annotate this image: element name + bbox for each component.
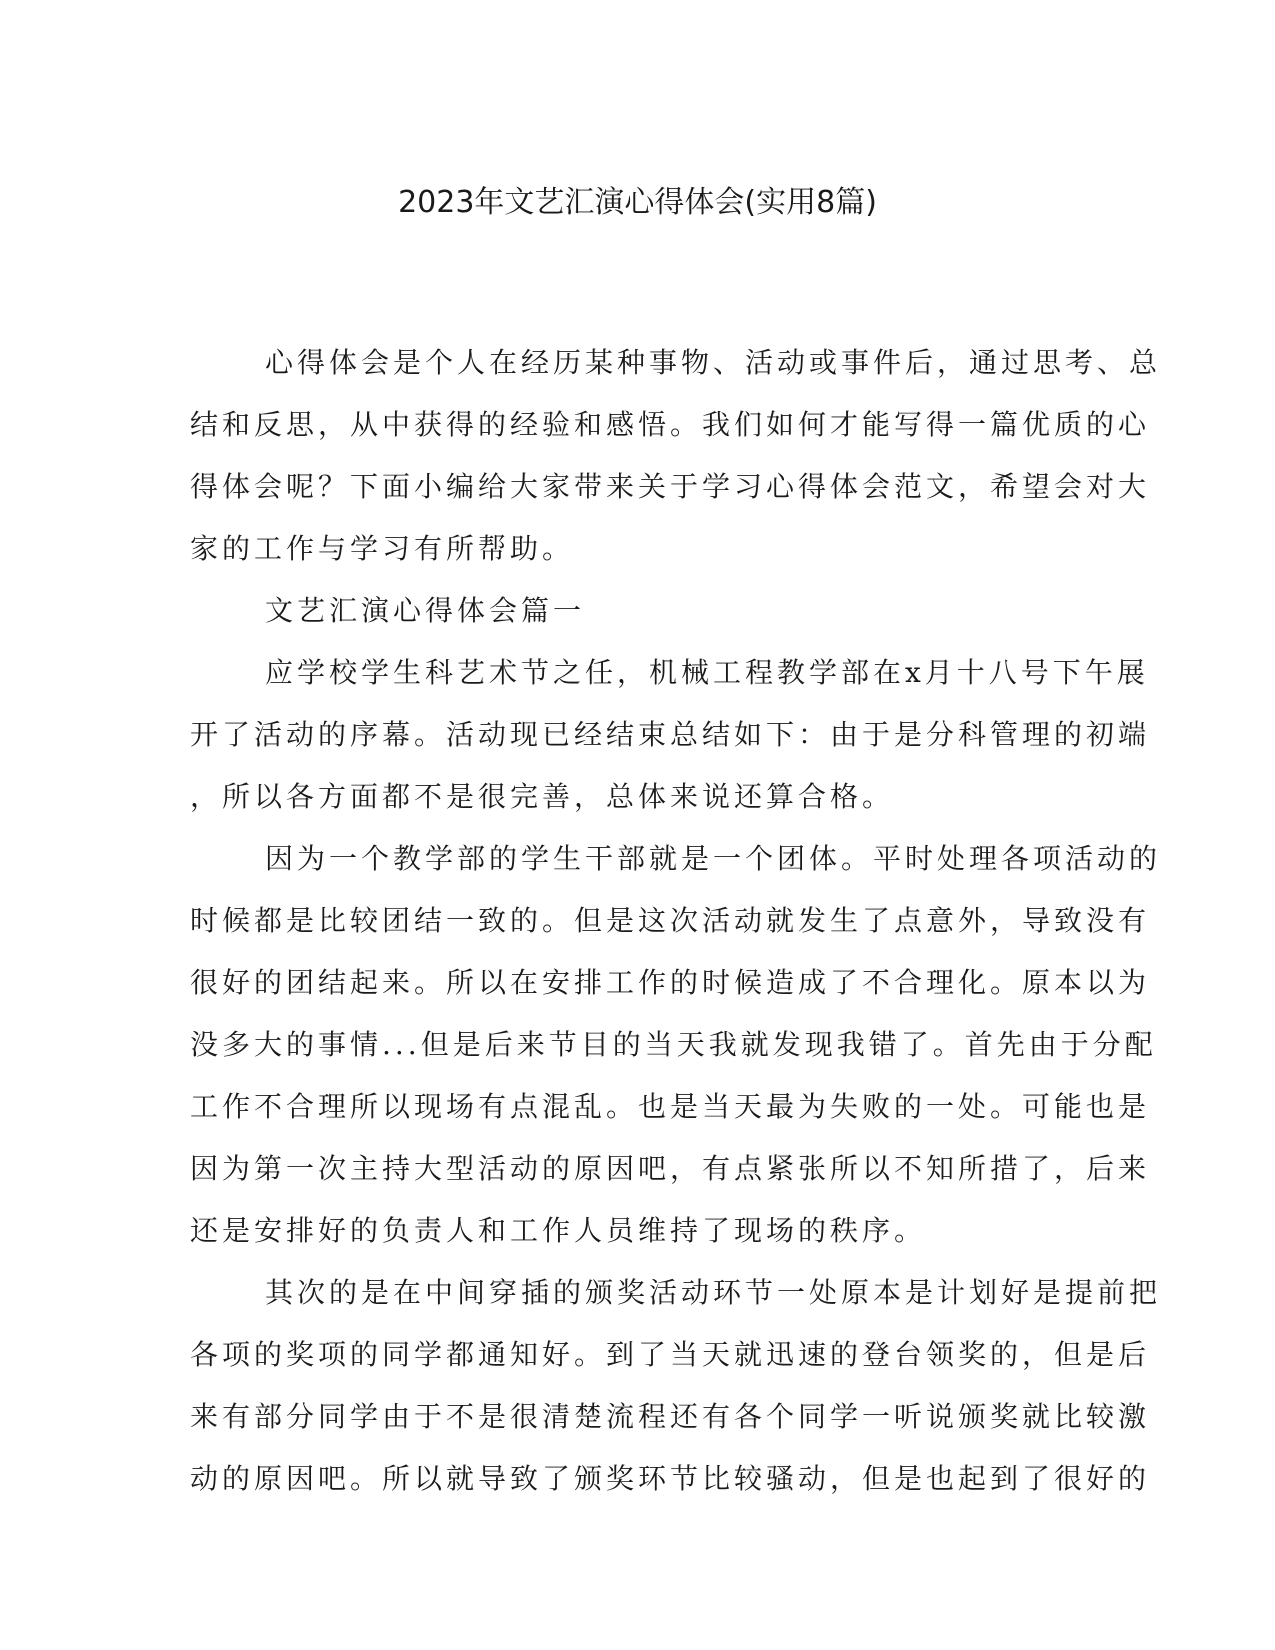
- text-line: 因为第一次主持大型活动的原因吧，有点紧张所以不知所措了，后来: [190, 1152, 1151, 1185]
- text-line: 各项的奖项的同学都通知好。到了当天就迅速的登台领奖的，但是后: [190, 1338, 1151, 1371]
- paragraph-intro: [190, 332, 1162, 580]
- text-line: ，所以各方面都不是很完善，总体来说还算合格。: [190, 780, 895, 813]
- text-line: 还是安排好的负责人和工作人员维持了现场的秩序。: [190, 1214, 927, 1247]
- text-line: 来有部分同学由于不是很清楚流程还有各个同学一听说颁奖就比较激: [190, 1400, 1151, 1433]
- text-line: 因为一个教学部的学生干部就是一个团体。平时处理各项活动的: [265, 842, 1162, 875]
- document-title: 2023年文艺汇演心得体会(实用8篇): [398, 185, 877, 220]
- text-line: 心得体会是个人在经历某种事物、活动或事件后，通过思考、总: [265, 346, 1162, 379]
- text-line: 动的原因吧。所以就导致了颁奖环节比较骚动，但是也起到了很好的: [190, 1462, 1151, 1495]
- text-line: 家的工作与学习有所帮助。: [190, 532, 575, 565]
- text-line: 应学校学生科艺术节之任，机械工程教学部在x月十八号下午展: [265, 656, 1149, 689]
- text-line: 其次的是在中间穿插的颁奖活动环节一处原本是计划好是提前把: [265, 1276, 1162, 1309]
- section-heading: [190, 580, 1085, 642]
- paragraph-3: [190, 1262, 1162, 1510]
- text-line: 结和反思，从中获得的经验和感悟。我们如何才能写得一篇优质的心: [190, 408, 1151, 441]
- text-line: 工作不合理所以现场有点混乱。也是当天最为失败的一处。可能也是: [190, 1090, 1151, 1123]
- paragraph-2: [190, 828, 1162, 1262]
- text-line: 没多大的事情...但是后来节目的当天我就发现我错了。首先由于分配: [190, 1028, 1157, 1061]
- document-body: [190, 332, 1162, 1510]
- text-line: 很好的团结起来。所以在安排工作的时候造成了不合理化。原本以为: [190, 966, 1151, 999]
- text-line: 得体会呢？下面小编给大家带来关于学习心得体会范文，希望会对大: [190, 470, 1151, 503]
- section-heading-text: 文艺汇演心得体会篇一: [265, 594, 586, 627]
- paragraph-1: [190, 642, 1151, 828]
- text-line: 时候都是比较团结一致的。但是这次活动就发生了点意外，导致没有: [190, 904, 1151, 937]
- text-line: 开了活动的序幕。活动现已经结束总结如下：由于是分科管理的初端: [190, 718, 1151, 751]
